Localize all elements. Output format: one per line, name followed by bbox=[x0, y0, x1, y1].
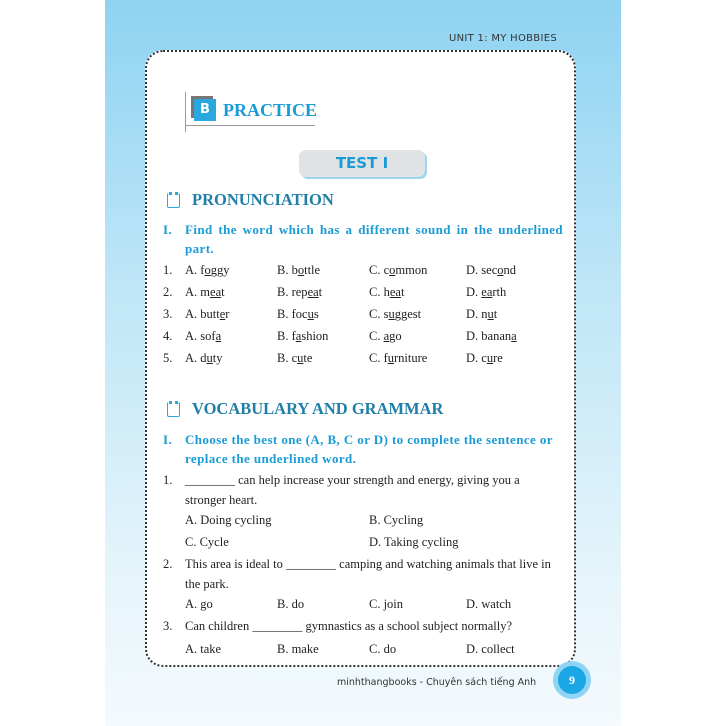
row-number: 2. bbox=[163, 285, 173, 299]
question-3 bbox=[163, 616, 563, 636]
underlined-part: o bbox=[204, 263, 211, 277]
question-number: 1. bbox=[163, 473, 173, 487]
option-d: D. collect bbox=[466, 642, 515, 656]
word-part: d bbox=[200, 351, 207, 365]
pronunciation-instruction bbox=[163, 220, 563, 258]
option-letter: C. bbox=[369, 263, 384, 277]
option-letter: C. bbox=[369, 285, 384, 299]
option bbox=[466, 325, 517, 347]
word-part: go bbox=[389, 329, 402, 343]
instruction-number: I. bbox=[163, 222, 173, 237]
question-body: Can children bbox=[185, 619, 253, 633]
question-number: 2. bbox=[163, 557, 173, 571]
option-c: C. do bbox=[369, 642, 397, 656]
option-letter: D. bbox=[466, 329, 482, 343]
underlined-part: u bbox=[206, 351, 213, 365]
underlined-part: u bbox=[307, 307, 314, 321]
option bbox=[277, 347, 369, 369]
instruction-number: I. bbox=[163, 432, 173, 447]
table-row bbox=[163, 281, 517, 303]
option bbox=[466, 347, 503, 369]
word-part: c bbox=[291, 351, 298, 365]
underlined-part: u bbox=[387, 351, 395, 365]
notebook-icon bbox=[167, 192, 180, 208]
option-b: B. do bbox=[277, 597, 305, 611]
word-part: f bbox=[291, 329, 296, 343]
vocab-instruction bbox=[163, 430, 563, 468]
option bbox=[466, 281, 506, 303]
underlined-part: u bbox=[486, 351, 494, 365]
question-body: can help increase your strength and energy, giving you a stronger heart. bbox=[185, 473, 520, 507]
footer-text: minhthangbooks - Chuyên sách tiếng Anh bbox=[337, 677, 537, 688]
word-part: f bbox=[200, 263, 205, 277]
word-part: ty bbox=[212, 351, 223, 365]
option bbox=[277, 325, 369, 347]
table-row bbox=[163, 347, 517, 369]
word-part: f bbox=[383, 351, 388, 365]
underlined-part: u bbox=[388, 307, 395, 321]
word-part: te bbox=[303, 351, 313, 365]
pronunciation-heading bbox=[167, 190, 334, 210]
option-letter: B. bbox=[277, 285, 292, 299]
table-row bbox=[163, 259, 517, 281]
option-letter: C. bbox=[369, 307, 384, 321]
underlined-part: u bbox=[487, 307, 494, 321]
table-row bbox=[163, 303, 517, 325]
option bbox=[466, 259, 516, 281]
option-b: B. Cycling bbox=[369, 513, 424, 527]
option-letter: A. bbox=[185, 263, 201, 277]
word-part: re bbox=[493, 351, 503, 365]
option-a: A. take bbox=[185, 642, 222, 656]
underlined-part: ea bbox=[307, 285, 319, 299]
option-letter: B. bbox=[277, 329, 292, 343]
word-part: t bbox=[400, 285, 405, 299]
unit-header: UNIT 1: MY HOBBIES bbox=[449, 33, 557, 44]
underlined-part: ea bbox=[481, 285, 493, 299]
blank: ________ bbox=[252, 619, 303, 633]
divider bbox=[185, 125, 315, 126]
option-c: C. Cycle bbox=[185, 535, 229, 549]
row-number: 3. bbox=[163, 307, 173, 321]
option bbox=[369, 281, 466, 303]
option-a: A. Doing cycling bbox=[185, 513, 272, 527]
word-part: sof bbox=[200, 329, 216, 343]
question-2 bbox=[163, 554, 563, 594]
option-b: B. make bbox=[277, 642, 319, 656]
underlined-part: o bbox=[497, 263, 504, 277]
option bbox=[369, 347, 466, 369]
question-number: 3. bbox=[163, 619, 173, 633]
option-letter: D. bbox=[466, 285, 482, 299]
option-letter: C. bbox=[369, 351, 384, 365]
word-part: h bbox=[383, 285, 390, 299]
word-part: sec bbox=[481, 263, 498, 277]
blank: ________ bbox=[185, 473, 235, 487]
word-part: ggest bbox=[394, 307, 422, 321]
word-part: shion bbox=[301, 329, 329, 343]
row-number: 1. bbox=[163, 263, 173, 277]
question-text bbox=[185, 616, 512, 636]
option-letter: A. bbox=[185, 351, 201, 365]
option-letter: A. bbox=[185, 329, 201, 343]
instruction-text: Find the word which has a different sound in the underlined part. bbox=[185, 222, 563, 256]
pronunciation-table bbox=[163, 259, 517, 369]
option-letter: B. bbox=[277, 263, 292, 277]
table-row bbox=[163, 325, 517, 347]
option bbox=[185, 347, 277, 369]
word-part: b bbox=[291, 263, 298, 277]
option bbox=[277, 303, 369, 325]
option-c: C. join bbox=[369, 597, 404, 611]
word-part: n bbox=[481, 307, 488, 321]
word-part: s bbox=[383, 307, 389, 321]
option-letter: A. bbox=[185, 285, 201, 299]
word-part: m bbox=[200, 285, 211, 299]
underlined-part: a bbox=[383, 329, 390, 343]
book-page bbox=[105, 0, 621, 726]
option bbox=[277, 259, 369, 281]
option-letter: A. bbox=[185, 307, 201, 321]
word-part: nd bbox=[503, 263, 516, 277]
row-number: 4. bbox=[163, 329, 173, 343]
row-number: 5. bbox=[163, 351, 173, 365]
underlined-part: o bbox=[389, 263, 396, 277]
vocab-heading bbox=[167, 399, 443, 419]
question-text bbox=[185, 554, 563, 594]
underlined-part: a bbox=[215, 329, 222, 343]
word-part: ggy bbox=[210, 263, 230, 277]
option-a: A. go bbox=[185, 597, 213, 611]
option bbox=[185, 281, 277, 303]
word-part: c bbox=[383, 263, 390, 277]
page-number: 9 bbox=[558, 666, 586, 694]
option bbox=[369, 303, 466, 325]
word-part: r bbox=[225, 307, 230, 321]
question-body: This area is ideal to bbox=[185, 557, 287, 571]
underlined-part: ea bbox=[389, 285, 401, 299]
option bbox=[185, 325, 277, 347]
word-part: t bbox=[318, 285, 323, 299]
notebook-icon bbox=[167, 401, 180, 417]
option bbox=[369, 259, 466, 281]
question-body: gymnastics as a school subject normally? bbox=[302, 619, 513, 633]
underlined-part: ea bbox=[210, 285, 222, 299]
test-title: TEST I bbox=[299, 150, 425, 177]
underlined-part: o bbox=[297, 263, 305, 277]
option-d: D. Taking cycling bbox=[369, 535, 459, 549]
option-letter: D. bbox=[466, 263, 482, 277]
section-badge: B bbox=[194, 99, 216, 121]
blank: ________ bbox=[286, 557, 337, 571]
option bbox=[185, 259, 277, 281]
word-part: butt bbox=[200, 307, 220, 321]
word-part: t bbox=[493, 307, 498, 321]
word-part: ttle bbox=[304, 263, 321, 277]
section-title: PRACTICE bbox=[223, 100, 318, 120]
question-1 bbox=[163, 470, 563, 510]
content-card bbox=[145, 50, 576, 667]
option bbox=[466, 303, 497, 325]
underlined-part: e bbox=[219, 307, 226, 321]
option-letter: D. bbox=[466, 351, 482, 365]
option-letter: C. bbox=[369, 329, 384, 343]
divider bbox=[185, 92, 186, 132]
underlined-part: a bbox=[511, 329, 517, 343]
word-part: rep bbox=[291, 285, 308, 299]
instruction-text: Choose the best one (A, B, C or D) to complete the sentence or replace the underlined word. bbox=[185, 432, 553, 466]
option-letter: B. bbox=[277, 351, 292, 365]
word-part: rth bbox=[492, 285, 507, 299]
option-letter: D. bbox=[466, 307, 482, 321]
word-part: mmon bbox=[395, 263, 428, 277]
option bbox=[277, 281, 369, 303]
option bbox=[185, 303, 277, 325]
option-letter: B. bbox=[277, 307, 292, 321]
option-d: D. watch bbox=[466, 597, 512, 611]
word-part: foc bbox=[291, 307, 308, 321]
word-part: banan bbox=[481, 329, 512, 343]
underlined-part: a bbox=[295, 329, 302, 343]
heading-text: VOCABULARY AND GRAMMAR bbox=[192, 399, 444, 418]
option bbox=[369, 325, 466, 347]
word-part: c bbox=[481, 351, 487, 365]
heading-text: PRONUNCIATION bbox=[192, 190, 334, 209]
word-part: t bbox=[221, 285, 225, 299]
question-body: camping and watching animals that live in the park. bbox=[185, 557, 551, 591]
underlined-part: u bbox=[297, 351, 304, 365]
word-part: s bbox=[313, 307, 319, 321]
question-text bbox=[185, 470, 563, 510]
word-part: rniture bbox=[394, 351, 428, 365]
